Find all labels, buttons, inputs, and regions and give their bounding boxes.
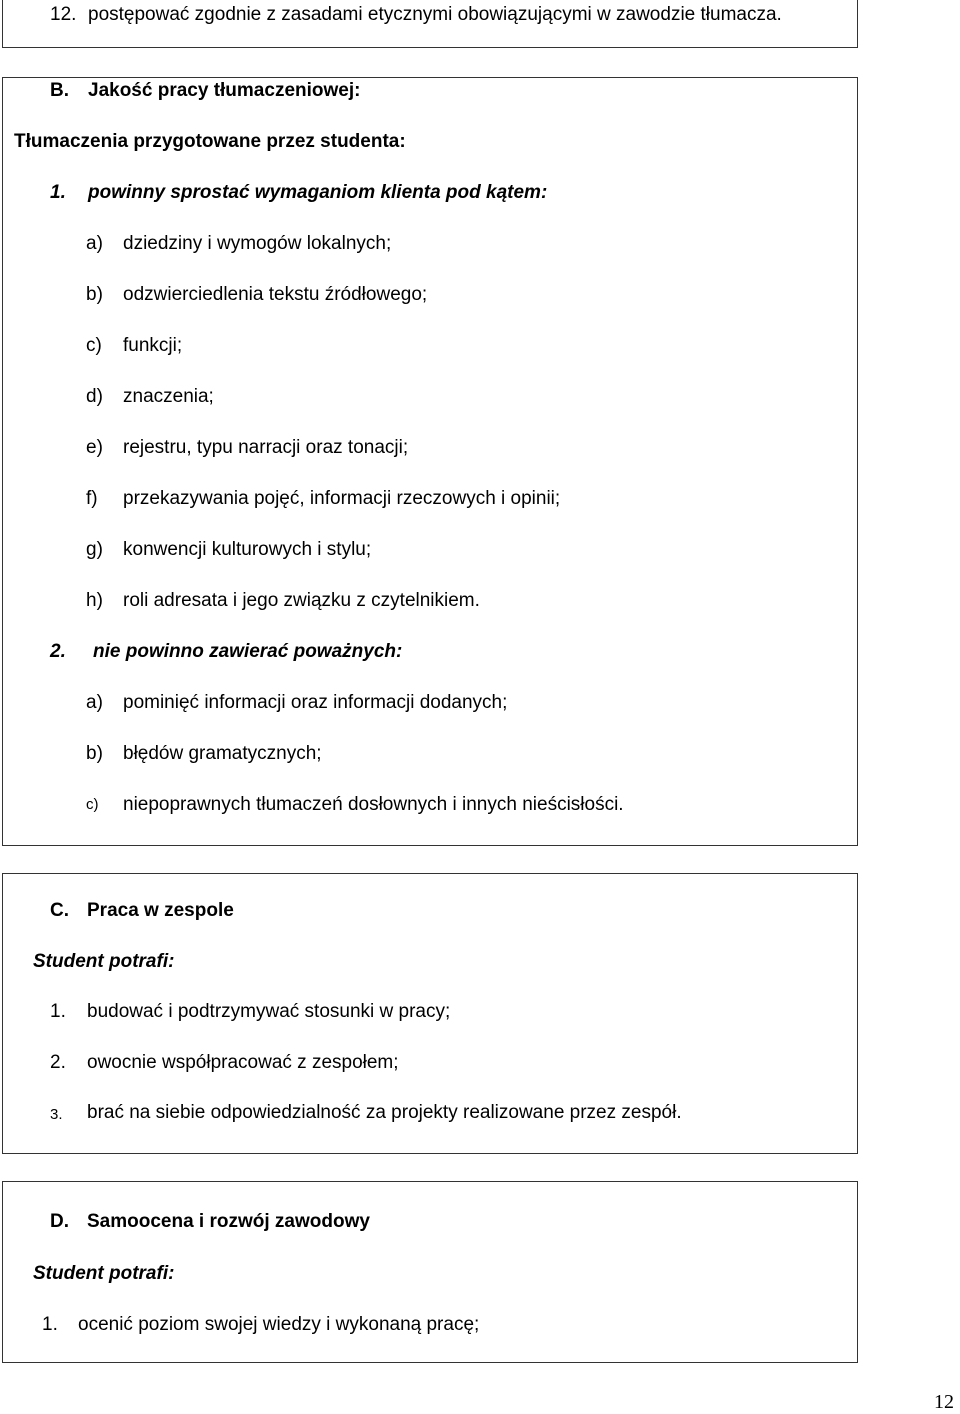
section-b-item1-number: 1. [50, 182, 66, 203]
sub-label: c) [86, 796, 99, 813]
sub-text: błędów gramatycznych; [123, 743, 322, 764]
top-item-text: postępować zgodnie z zasadami etycznymi obowiązującymi w zawodzie tłumacza. [88, 4, 782, 25]
section-c-subheading: Student potrafi: [33, 951, 175, 972]
section-c-item-number: 2. [50, 1052, 66, 1073]
sub-text: przekazywania pojęć, informacji rzeczowych i opinii; [123, 488, 561, 509]
section-d-item-number: 1. [42, 1314, 58, 1335]
section-c-item-number: 1. [50, 1001, 66, 1022]
sub-text: niepoprawnych tłumaczeń dosłownych i innych nieścisłości. [123, 794, 624, 815]
sub-label: a) [86, 692, 103, 713]
sub-text: odzwierciedlenia tekstu źródłowego; [123, 284, 428, 305]
section-c-letter: C. [50, 900, 69, 921]
sub-text: pominięć informacji oraz informacji dodanych; [123, 692, 508, 713]
sub-text: funkcji; [123, 335, 183, 356]
sub-text: konwencji kulturowych i stylu; [123, 539, 372, 560]
sub-text: dziedziny i wymogów lokalnych; [123, 233, 392, 254]
sub-label: d) [86, 386, 103, 407]
section-b-letter: B. [50, 80, 69, 101]
sub-label: f) [86, 488, 98, 509]
section-d-subheading: Student potrafi: [33, 1263, 175, 1284]
sub-label: a) [86, 233, 103, 254]
section-c-item-text: brać na siebie odpowiedzialność za projekty realizowane przez zespół. [87, 1102, 682, 1123]
section-d-item-text: ocenić poziom swojej wiedzy i wykonaną pracę; [78, 1314, 480, 1335]
section-c-item-number: 3. [50, 1106, 63, 1123]
sub-label: h) [86, 590, 103, 611]
section-b-item1-text: powinny sprostać wymaganiom klienta pod kątem: [88, 182, 548, 203]
sub-text: rejestru, typu narracji oraz tonacji; [123, 437, 409, 458]
section-d-heading: Samoocena i rozwój zawodowy [87, 1211, 370, 1232]
page-number: 12 [934, 1391, 954, 1413]
sub-text: znaczenia; [123, 386, 214, 407]
section-b-item2-text: nie powinno zawierać poważnych: [93, 641, 403, 662]
sub-label: c) [86, 335, 102, 356]
section-c-item-text: budować i podtrzymywać stosunki w pracy; [87, 1001, 451, 1022]
section-c-heading: Praca w zespole [87, 900, 234, 921]
sub-label: e) [86, 437, 103, 458]
section-d-letter: D. [50, 1211, 69, 1232]
section-b-heading: Jakość pracy tłumaczeniowej: [88, 80, 361, 101]
sub-label: b) [86, 284, 103, 305]
section-b-intro: Tłumaczenia przygotowane przez studenta: [14, 131, 406, 152]
section-b-item2-number: 2. [50, 641, 66, 662]
sub-label: g) [86, 539, 103, 560]
sub-text: roli adresata i jego związku z czytelnikiem. [123, 590, 480, 611]
sub-label: b) [86, 743, 103, 764]
top-item-number: 12. [50, 4, 77, 25]
section-c-item-text: owocnie współpracować z zespołem; [87, 1052, 399, 1073]
